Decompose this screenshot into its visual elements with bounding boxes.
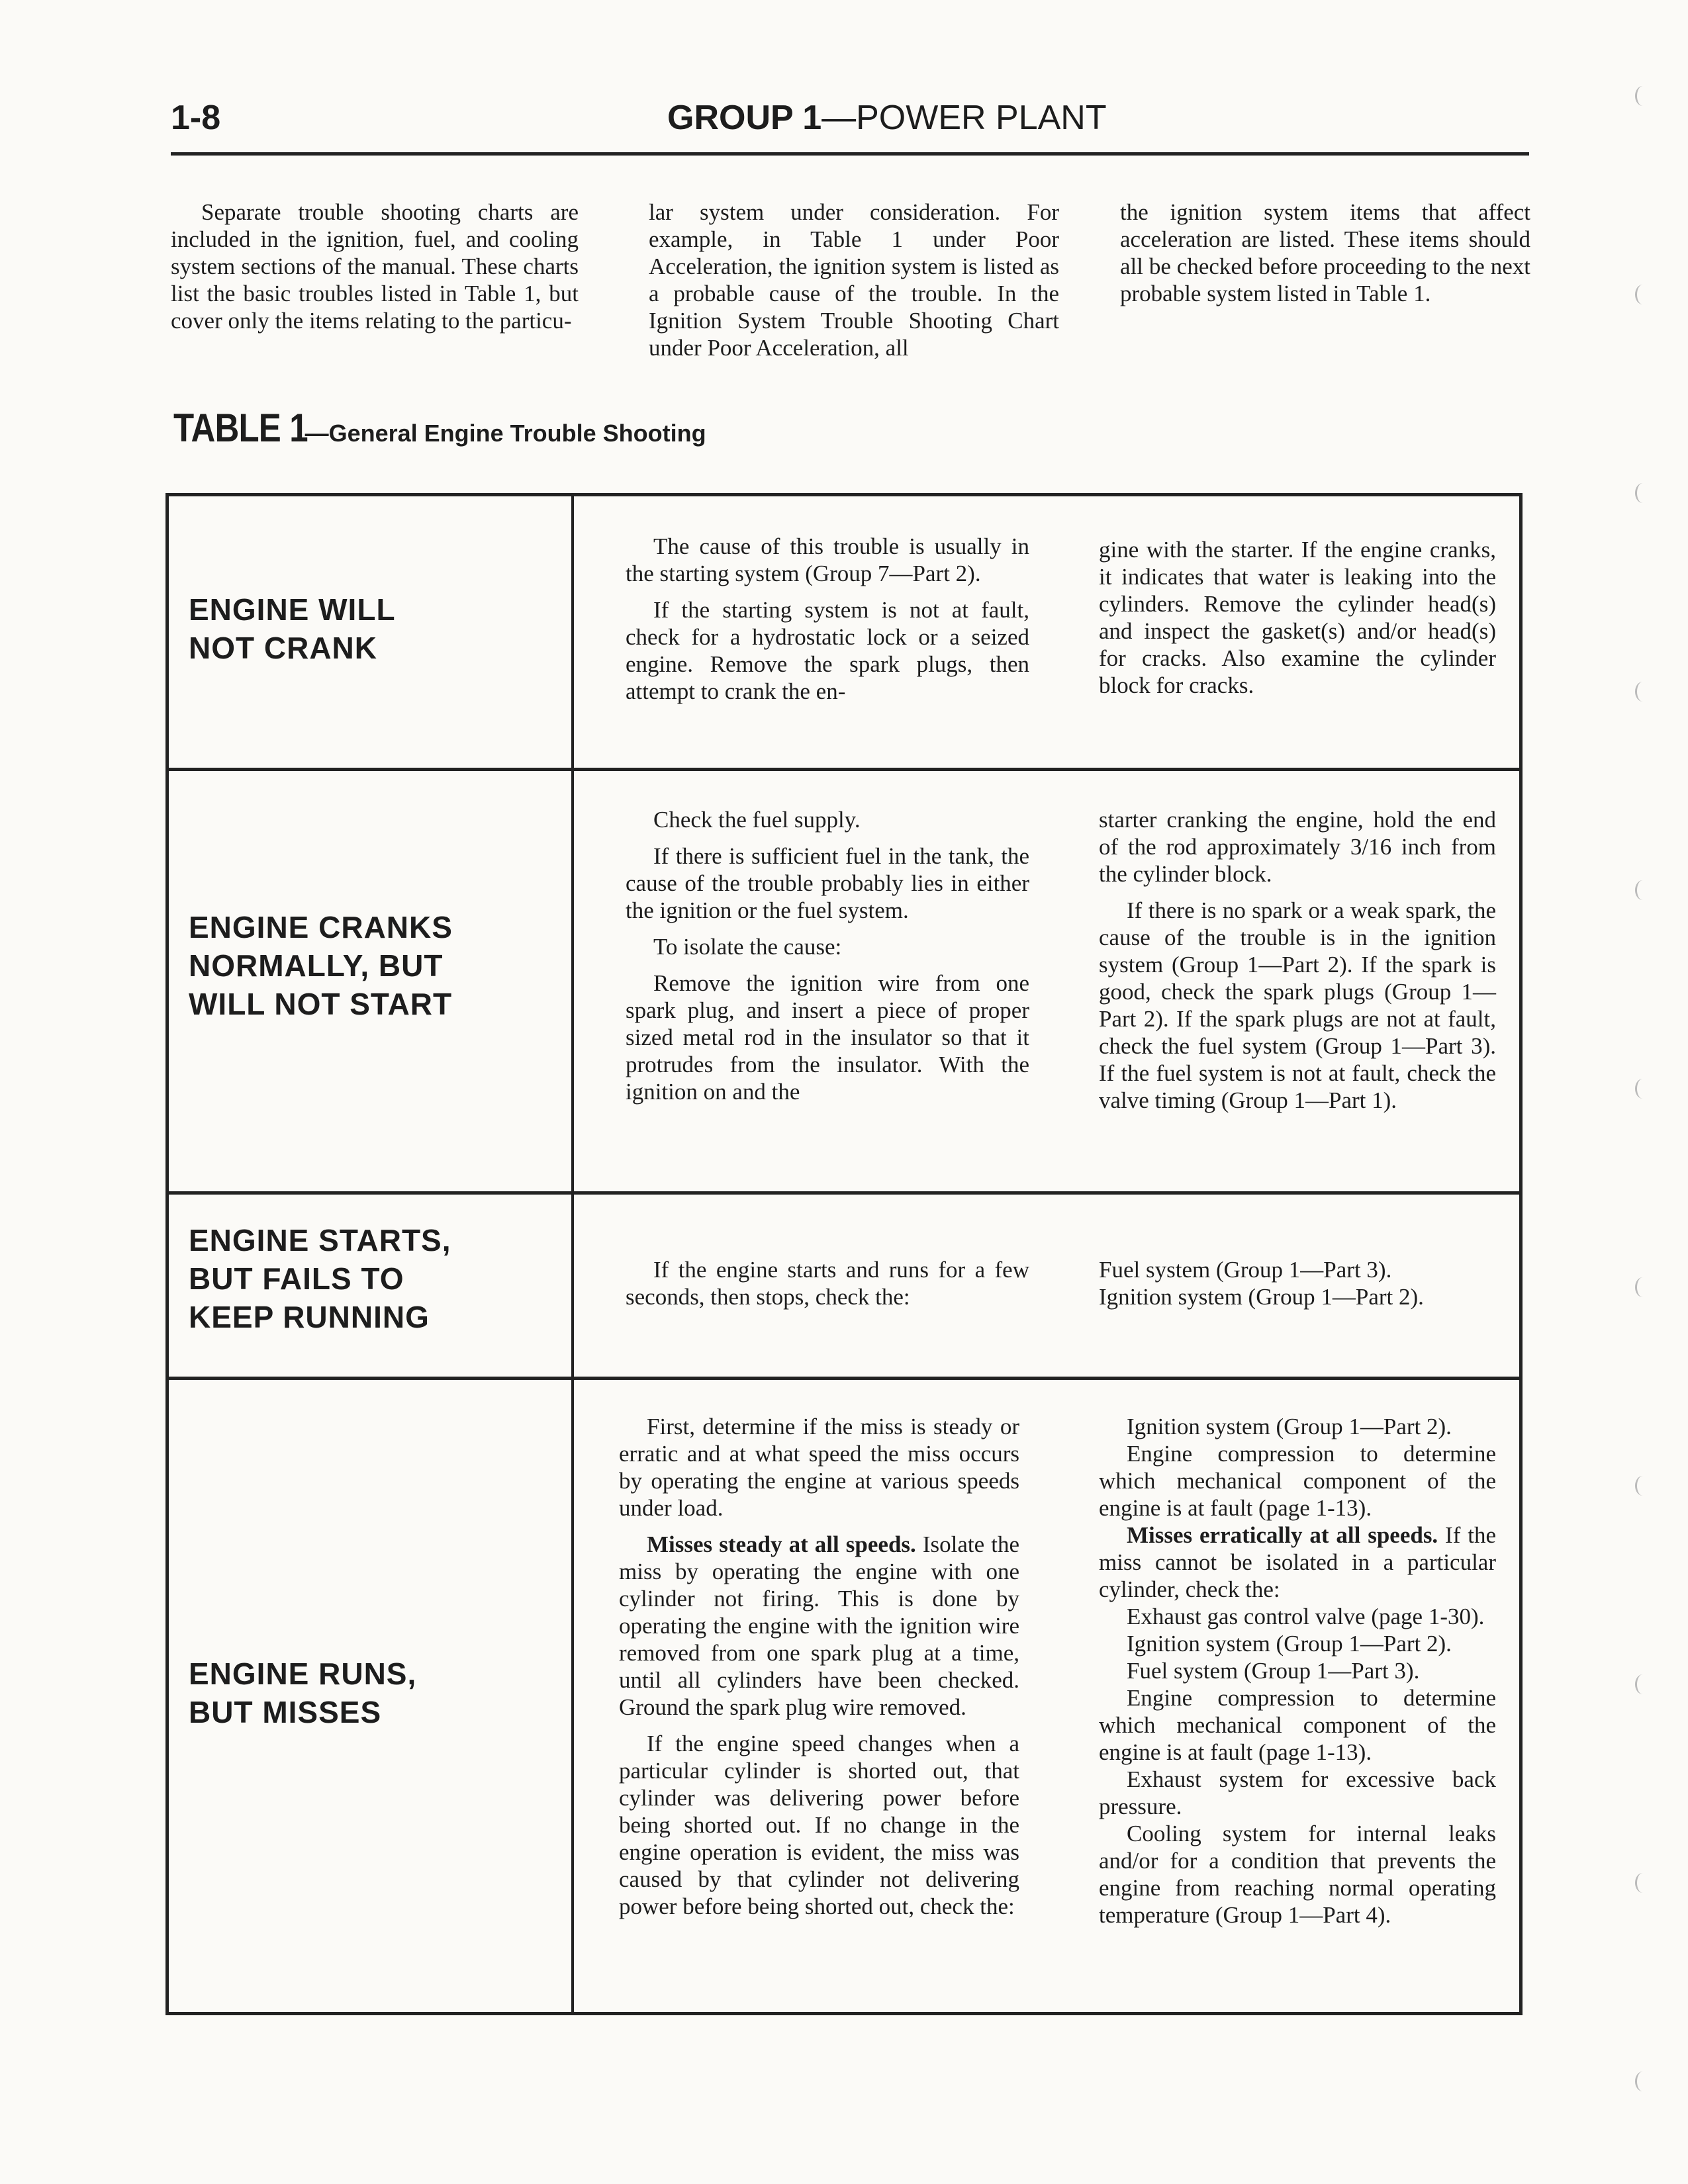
remedy-paragraph: The cause of this trouble is usually in the starting system (Group 7—Part 2).	[626, 533, 1029, 586]
remedy-line: Ignition system (Group 1—Part 2).	[1127, 1631, 1452, 1657]
table-caption-main: TABLE 1	[173, 406, 308, 450]
trouble-label-line: KEEP RUNNING	[189, 1300, 430, 1334]
remedy-line: Engine compression to determine which mechanical component of the engine is at fault (page 1-13).	[1099, 1685, 1496, 1765]
remedy-paragraph: gine with the starter. If the engine cranks, it indicates that water is leaking into the cylinders. Remove the cylinder head(s) and inspect the gasket(s) and/or head(s) for cracks. Also examine the cylinder block for cracks.	[1099, 537, 1496, 698]
remedy-line: Ignition system (Group 1—Part 2).	[1127, 1414, 1452, 1439]
remedy-paragraph: starter cranking the engine, hold the end of the rod approximately 3/16 inch from the cylinder block.	[1099, 807, 1496, 887]
remedy-column-a	[626, 533, 1029, 714]
remedy-line: Engine compression to determine which mechanical component of the engine is at fault (page 1-13).	[1099, 1441, 1496, 1521]
remedy-line: Fuel system (Group 1—Part 3).	[1099, 1257, 1392, 1283]
remedy-column-b	[1099, 806, 1496, 1123]
binder-hole-mark	[1635, 1079, 1650, 1099]
binder-hole-mark	[1635, 285, 1650, 304]
trouble-label-line: WILL NOT START	[189, 987, 453, 1021]
remedy-column-a	[626, 1256, 1029, 1320]
trouble-label	[189, 1221, 559, 1336]
remedy-column-a	[619, 1413, 1019, 1929]
remedy-column-a	[626, 806, 1029, 1115]
remedy-paragraph: To isolate the cause:	[653, 934, 842, 960]
remedy-paragraph: If the starting system is not at fault, check for a hydrostatic lock or a seized engine. Remove the spark plugs, then attempt to crank the en-	[626, 597, 1029, 704]
remedy-paragraph: If the engine speed changes when a particular cylinder is shorted out, that cylinder was delivering power before being shorted out. If no change in the engine operation is evident, the miss was caused by that cylinder not delivering power before being shorted out, check the:	[619, 1731, 1019, 1919]
remedy-paragraph: If there is no spark or a weak spark, the cause of the trouble is in the ignition system (Group 1—Part 2). If the spark is good, check the spark plugs (Group 1—Part 2). If the spark plugs are not at fault, check the fuel system (Group 1—Part 3). If the fuel system is not at fault, check the valve timing (Group 1—Part 1).	[1099, 897, 1496, 1113]
remedy-paragraph: Check the fuel supply.	[653, 807, 861, 833]
page-header	[171, 93, 1529, 156]
remedy-column-b	[1099, 1413, 1496, 1929]
trouble-label-line: NOT CRANK	[189, 631, 377, 665]
binder-hole-mark	[1635, 1476, 1650, 1496]
intro-column-3: the ignition system items that affect acceleration are listed. These items should all be checked before proceeding to the next probable system listed in Table 1.	[1120, 199, 1530, 306]
remedy-paragraph: Remove the ignition wire from one spark plug, and insert a piece of proper sized metal rod in the insulator so that it protrudes from the insulator. With the ignition on and the	[626, 970, 1029, 1105]
remedy-line: Cooling system for internal leaks and/or for a condition that prevents the engine from reaching normal operating temperature (Group 1—Part 4).	[1099, 1821, 1496, 1928]
trouble-label	[189, 908, 559, 1023]
intro-column-2: lar system under consideration. For example, in Table 1 under Poor Acceleration, the ignition system is listed as a probable cause of the trouble. In the Ignition System Trouble Shooting Chart under Poor Acceleration, all	[649, 199, 1059, 361]
trouble-label-line: ENGINE RUNS,	[189, 1657, 417, 1691]
binder-hole-mark	[1635, 2071, 1650, 2091]
intro-column-1: Separate trouble shooting charts are included in the ignition, fuel, and cooling system sections of the manual. These charts list the basic troubles listed in Table 1, but cover only the items relating to the particu-	[171, 199, 579, 334]
group-title-rest: —POWER PLANT	[821, 99, 1107, 137]
remedy-paragraph: If the engine starts and runs for a few seconds, then stops, check the:	[626, 1257, 1029, 1310]
binder-hole-mark	[1635, 682, 1650, 702]
group-title	[667, 98, 1107, 138]
remedy-line: Exhaust gas control valve (page 1-30).	[1127, 1604, 1485, 1629]
table-row	[169, 496, 1519, 768]
remedy-column-b	[1099, 1256, 1496, 1320]
remedy-paragraph: Misses steady at all speeds. Isolate the miss by operating the engine with one cylinder not firing. This is done by operating the engine with the ignition wire removed from one spark plug at a time, until all cylinders have been checked. Ground the spark plug wire removed.	[619, 1531, 1020, 1720]
remedy-line: Exhaust system for excessive back pressure.	[1099, 1766, 1496, 1819]
trouble-label-line: ENGINE CRANKS	[189, 910, 453, 944]
bold-lead-in: Misses steady at all speeds.	[647, 1531, 916, 1557]
remedy-paragraph: First, determine if the miss is steady or erratic and at what speed the miss occurs by operating the engine at various speeds under load.	[619, 1414, 1019, 1521]
binder-hole-mark	[1635, 1277, 1650, 1297]
remedy-line: Misses erratically at all speeds. If the miss cannot be isolated in a particular cylinder, check the:	[1099, 1522, 1496, 1602]
binder-hole-mark	[1635, 483, 1650, 503]
table-caption-sub: —General Engine Trouble Shooting	[305, 420, 706, 447]
table-row	[169, 1377, 1519, 2012]
trouble-label	[189, 1655, 559, 1731]
remedy-column-b	[1099, 536, 1496, 708]
table-caption	[173, 405, 706, 451]
trouble-label-line: BUT MISSES	[189, 1695, 382, 1729]
trouble-label-line: ENGINE STARTS,	[189, 1223, 451, 1257]
table-row	[169, 1191, 1519, 1377]
page-number: 1-8	[171, 99, 221, 137]
bold-lead-in: Misses erratically at all speeds.	[1127, 1522, 1438, 1548]
trouble-label-line: NORMALLY, BUT	[189, 948, 444, 983]
remedy-line: Fuel system (Group 1—Part 3).	[1127, 1658, 1420, 1684]
trouble-label	[189, 590, 559, 667]
remedy-paragraph: If there is sufficient fuel in the tank, the cause of the trouble probably lies in either the ignition or the fuel system.	[626, 843, 1029, 923]
group-title-bold: GROUP 1	[667, 99, 822, 137]
binder-hole-mark	[1635, 1674, 1650, 1694]
trouble-shooting-table	[165, 493, 1523, 2015]
binder-hole-mark	[1635, 86, 1650, 106]
table-row	[169, 768, 1519, 1191]
trouble-label-line: BUT FAILS TO	[189, 1261, 404, 1296]
remedy-line: Ignition system (Group 1—Part 2).	[1099, 1284, 1424, 1310]
trouble-label-line: ENGINE WILL	[189, 592, 396, 627]
binder-hole-mark	[1635, 1873, 1650, 1893]
binder-hole-mark	[1635, 880, 1650, 900]
